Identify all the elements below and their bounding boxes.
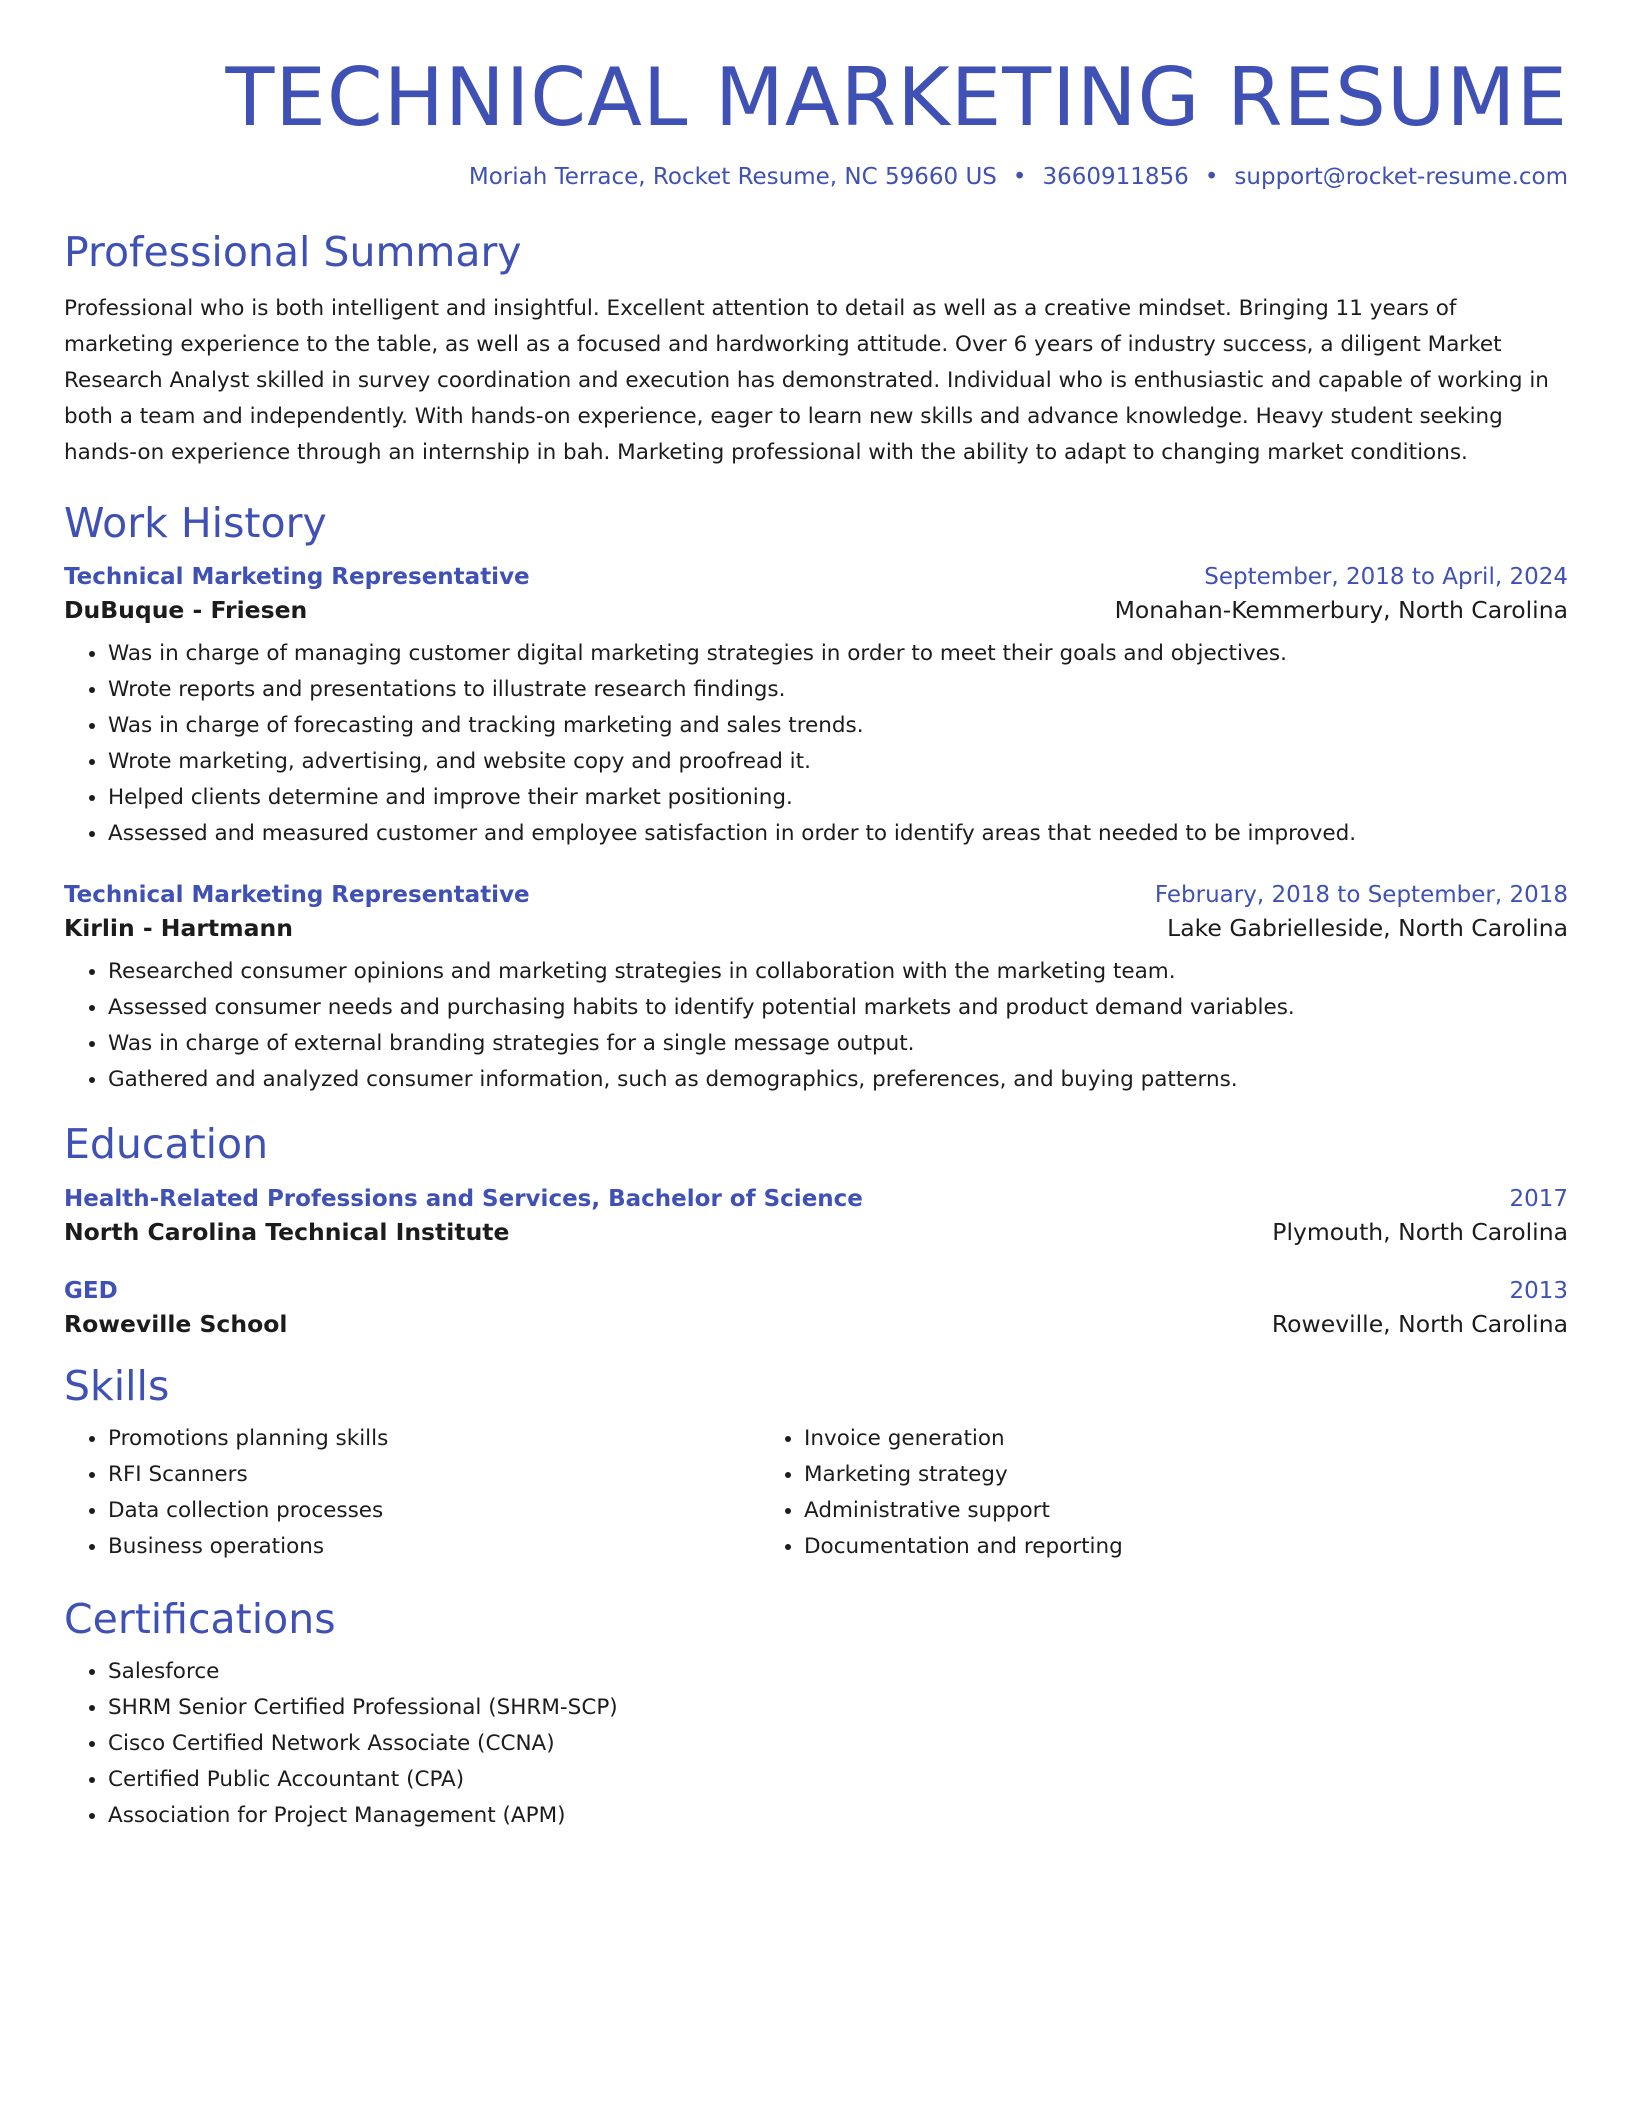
job-bullet: • Helped clients determine and improve their market positioning. [108, 780, 1568, 816]
job-title: Technical Marketing Representative [64, 882, 530, 909]
skills-heading: Skills [64, 1361, 170, 1410]
education-section [64, 1120, 1568, 1337]
job-bullet: • Was in charge of managing customer digital marketing strategies in order to meet their goals and objectives. [108, 636, 1568, 672]
degree-name: Health-Related Professions and Services, Bachelor of Science [64, 1185, 863, 1212]
skills-column-right [760, 1421, 1456, 1565]
certification-item: • Salesforce [108, 1654, 1568, 1690]
degree-year: 2013 [1509, 1277, 1568, 1304]
summary-heading: Professional Summary [64, 228, 522, 276]
school-name: North Carolina Technical Institute [64, 1217, 510, 1246]
school-name: Roweville School [64, 1309, 288, 1338]
certifications-list [64, 1654, 1568, 1834]
skill-item: • Documentation and reporting [804, 1529, 1456, 1565]
work-section [64, 499, 1568, 1098]
degree-row [64, 1186, 1568, 1212]
contact-phone: 3660911856 [1042, 164, 1189, 190]
work-heading: Work History [64, 499, 327, 548]
job-dates: September, 2018 to April, 2024 [1204, 564, 1568, 591]
skills-grid [64, 1421, 1568, 1565]
job-bullet: • Wrote reports and presentations to illustrate research findings. [108, 672, 1568, 708]
education-heading: Education [64, 1120, 269, 1169]
summary-section [64, 228, 1568, 471]
education-entry [64, 1278, 1568, 1338]
contact-separator: • [1204, 164, 1219, 190]
skills-column-left [64, 1421, 760, 1565]
job-bullets [64, 954, 1568, 1098]
degree-name: GED [64, 1277, 118, 1304]
skill-item: • Business operations [108, 1529, 760, 1565]
summary-text: Professional who is both intelligent and insightful. Excellent attention to detail as well as a creative mindset. Bringing 11 years of marketing experience to the table, as well as a focused and hardworking attitude. Over 6 years of industry success, a diligent Market Research Analyst skilled in survey coordination and execution has demonstrated. Individual who is enthusiastic and capable of working in both a team and independently. With hands-on experience, eager to learn new skills and advance knowledge. Heavy student seeking hands-on experience through an internship in bah. Marketing professional with the ability to adapt to changing market conditions. [64, 296, 1549, 466]
job-location: Monahan-Kemmerbury, North Carolina [1114, 596, 1568, 625]
degree-row [64, 1278, 1568, 1304]
job-bullet: • Researched consumer opinions and marketing strategies in collaboration with the marketing team. [108, 954, 1568, 990]
resume-title: TECHNICAL MARKETING RESUME [225, 51, 1568, 144]
job-entry [64, 882, 1568, 1098]
certifications-section [64, 1595, 1568, 1834]
job-bullet: • Was in charge of forecasting and tracking marketing and sales trends. [108, 708, 1568, 744]
job-company: Kirlin - Hartmann [64, 914, 293, 943]
job-bullet: • Assessed consumer needs and purchasing habits to identify potential markets and product demand variables. [108, 990, 1568, 1026]
certification-item: • Cisco Certified Network Associate (CCNA) [108, 1726, 1568, 1762]
job-bullet: • Gathered and analyzed consumer information, such as demographics, preferences, and buying patterns. [108, 1062, 1568, 1098]
job-bullet: • Was in charge of external branding strategies for a single message output. [108, 1026, 1568, 1062]
job-bullets [64, 636, 1568, 852]
degree-year: 2017 [1509, 1185, 1568, 1212]
skill-item: • Invoice generation [804, 1421, 1456, 1457]
job-company: DuBuque - Friesen [64, 596, 308, 625]
job-entry [64, 564, 1568, 852]
job-bullet: • Wrote marketing, advertising, and website copy and proofread it. [108, 744, 1568, 780]
job-company-row [64, 914, 1568, 942]
job-title-row [64, 564, 1568, 590]
skill-item: • Marketing strategy [804, 1457, 1456, 1493]
certification-item: • Certified Public Accountant (CPA) [108, 1762, 1568, 1798]
skill-item: • Administrative support [804, 1493, 1456, 1529]
contact-address: Moriah Terrace, Rocket Resume, NC 59660 US [468, 164, 997, 190]
contact-line [64, 164, 1568, 190]
skill-item: • Data collection processes [108, 1493, 760, 1529]
job-title: Technical Marketing Representative [64, 564, 530, 591]
education-entry [64, 1186, 1568, 1246]
job-location: Lake Gabrielleside, North Carolina [1167, 914, 1568, 943]
certification-item: • Association for Project Management (APM) [108, 1798, 1568, 1834]
school-location: Roweville, North Carolina [1271, 1309, 1568, 1338]
contact-separator: • [1012, 164, 1027, 190]
skills-section [64, 1362, 1568, 1565]
school-location: Plymouth, North Carolina [1272, 1217, 1568, 1246]
contact-email: support@rocket-resume.com [1234, 164, 1568, 190]
skill-item: • RFI Scanners [108, 1457, 760, 1493]
skill-item: • Promotions planning skills [108, 1421, 760, 1457]
school-row [64, 1218, 1568, 1246]
certifications-heading: Certifications [64, 1594, 336, 1643]
job-company-row [64, 596, 1568, 624]
job-dates: February, 2018 to September, 2018 [1154, 882, 1568, 909]
job-bullet: • Assessed and measured customer and employee satisfaction in order to identify areas that needed to be improved. [108, 816, 1568, 852]
job-title-row [64, 882, 1568, 908]
certification-item: • SHRM Senior Certified Professional (SHRM-SCP) [108, 1690, 1568, 1726]
school-row [64, 1310, 1568, 1338]
